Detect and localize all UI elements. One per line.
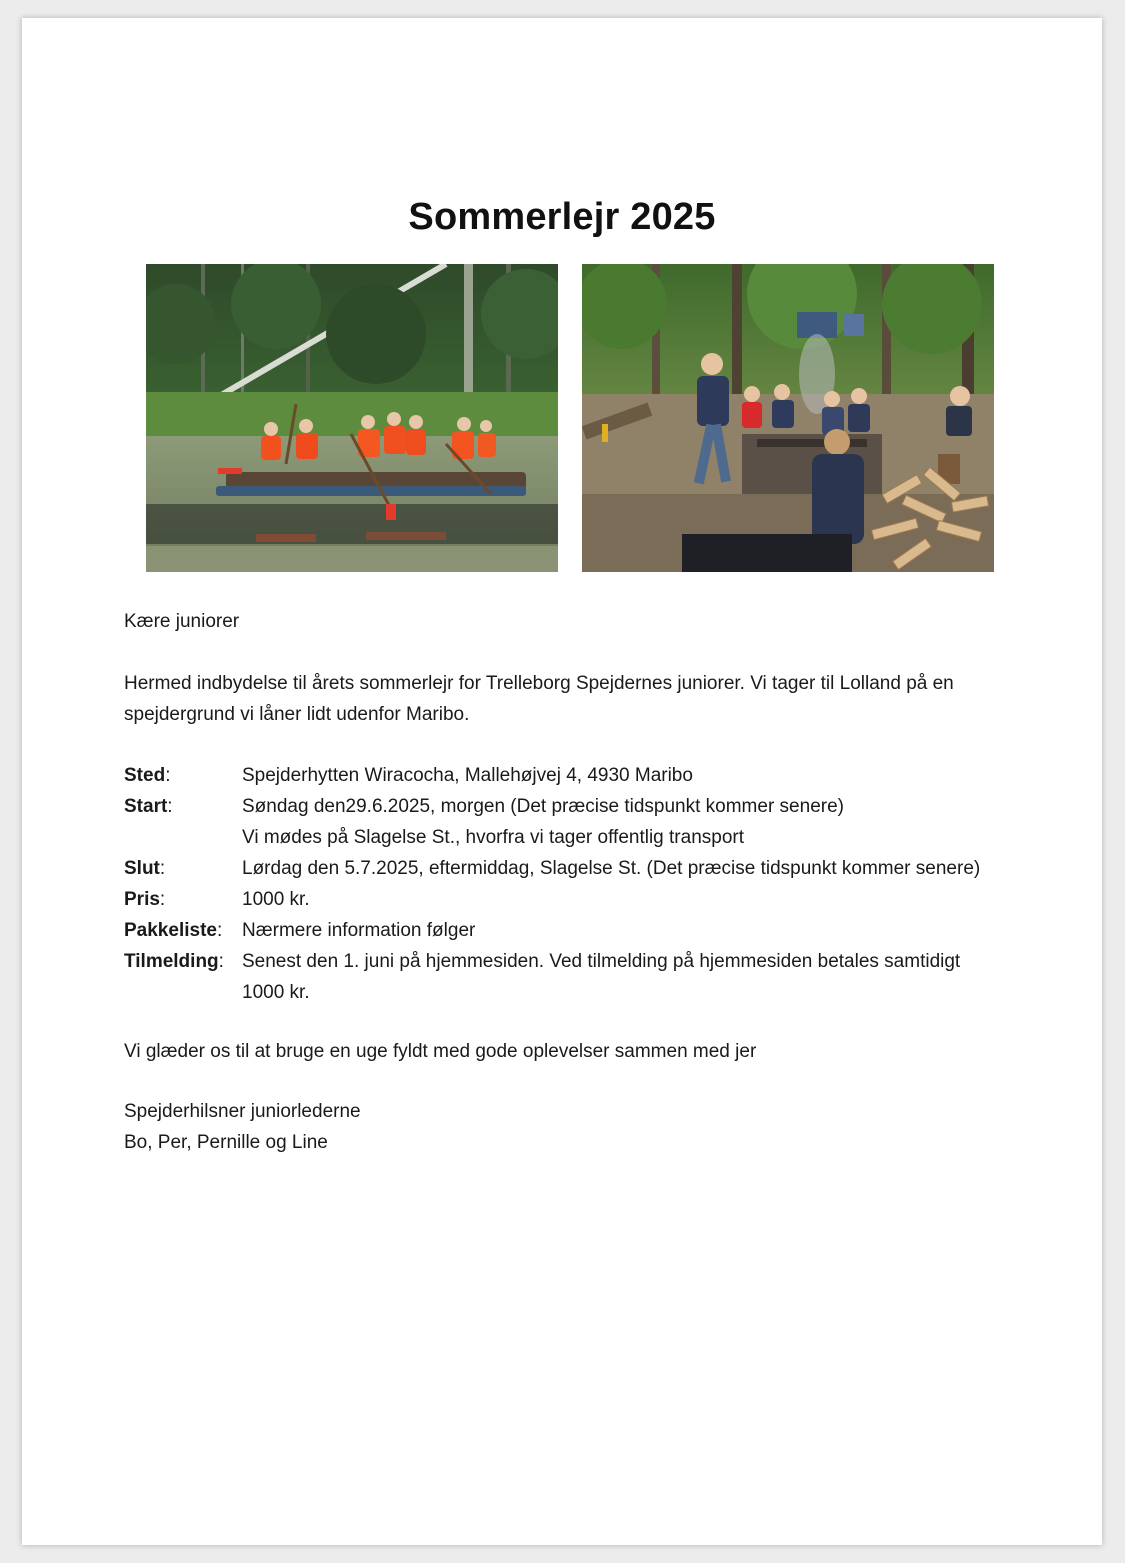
page-title: Sommerlejr 2025 bbox=[408, 196, 716, 238]
detail-label: Sted bbox=[124, 765, 166, 786]
detail-row-start: Start: Søndag den29.6.2025, morgen (Det præcise tidspunkt kommer senere) Vi mødes på Slagelse St., hvorfra vi tager offentlig transport bbox=[124, 791, 1024, 853]
detail-label: Tilmelding bbox=[124, 951, 219, 972]
detail-label: Slut bbox=[124, 858, 160, 879]
detail-label: Pris bbox=[124, 889, 160, 910]
detail-row-sted: Sted: Spejderhytten Wiracocha, Mallehøjvej 4, 4930 Maribo bbox=[124, 760, 1024, 791]
signoff-line: Spejderhilsner juniorlederne bbox=[124, 1101, 361, 1122]
details-list bbox=[124, 760, 1024, 1008]
greeting: Kære juniorer bbox=[124, 611, 240, 632]
detail-label: Start bbox=[124, 796, 168, 817]
detail-label: Pakkeliste bbox=[124, 920, 217, 941]
closing-sentence: Vi glæder os til at bruge en uge fyldt med gode oplevelser sammen med jer bbox=[124, 1041, 757, 1062]
document-page bbox=[22, 18, 1102, 1545]
detail-value: Vi mødes på Slagelse St., hvorfra vi tager offentlig transport bbox=[242, 827, 744, 848]
signoff bbox=[124, 1096, 1024, 1158]
scouts-rafting-photo bbox=[146, 264, 558, 572]
detail-row-tilmelding: Tilmelding: Senest den 1. juni på hjemmesiden. Ved tilmelding på hjemmesiden betales samtidigt 1000 kr. bbox=[124, 946, 1024, 1008]
signoff-names: Bo, Per, Pernille og Line bbox=[124, 1132, 328, 1153]
detail-value: Lørdag den 5.7.2025, eftermiddag, Slagelse St. (Det præcise tidspunkt kommer senere) bbox=[242, 858, 981, 879]
detail-value: 1000 kr. bbox=[242, 889, 310, 910]
detail-row-slut: Slut: Lørdag den 5.7.2025, eftermiddag, Slagelse St. (Det præcise tidspunkt kommer senere) bbox=[124, 853, 1024, 884]
detail-value: Søndag den29.6.2025, morgen (Det præcise tidspunkt kommer senere) bbox=[242, 796, 844, 817]
detail-value: Spejderhytten Wiracocha, Mallehøjvej 4, 4930 Maribo bbox=[242, 765, 693, 786]
detail-row-pakkeliste: Pakkeliste: Nærmere information følger bbox=[124, 915, 1024, 946]
detail-row-pris: Pris: 1000 kr. bbox=[124, 884, 1024, 915]
detail-value: Senest den 1. juni på hjemmesiden. Ved tilmelding på hjemmesiden betales samtidigt bbox=[242, 951, 961, 972]
detail-value: 1000 kr. bbox=[242, 982, 310, 1003]
scouts-campfire-photo bbox=[582, 264, 994, 572]
intro-paragraph: Hermed indbydelse til årets sommerlejr for Trelleborg Spejdernes juniorer. Vi tager til Lolland på en spejdergrund vi låner lidt udenfor Maribo. bbox=[124, 673, 954, 725]
detail-value: Nærmere information følger bbox=[242, 920, 476, 941]
